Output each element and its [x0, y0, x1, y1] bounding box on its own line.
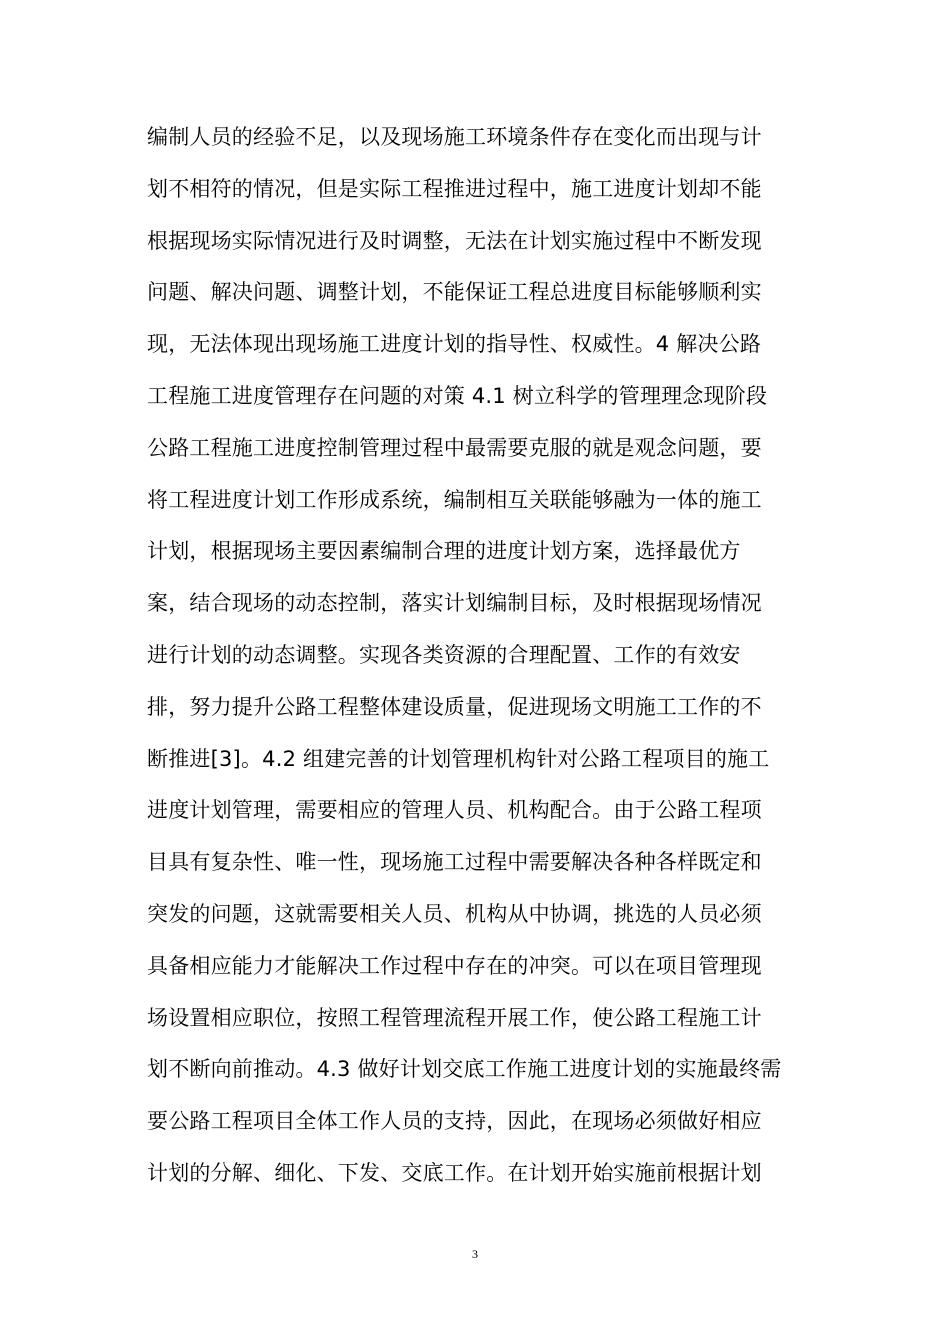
text-line: 计划的分解、细化、下发、交底工作。在计划开始实施前根据计划 — [147, 1160, 762, 1185]
text-line: 目具有复杂性、唯一性，现场施工过程中需要解决各种各样既定和 — [147, 850, 762, 875]
text-line: 排，努力提升公路工程整体建设质量，促进现场文明施工工作的不 — [147, 694, 762, 719]
text-line: 公路工程施工进度控制管理过程中最需要克服的就是观念问题，要 — [147, 435, 762, 460]
page-number: 3 — [472, 1247, 478, 1261]
text-line: 划不相符的情况，但是实际工程推进过程中，施工进度计划却不能 — [147, 176, 762, 201]
text-line: 进度计划管理，需要相应的管理人员、机构配合。由于公路工程项 — [147, 798, 762, 823]
text-line: 案，结合现场的动态控制，落实计划编制目标，及时根据现场情况 — [147, 591, 762, 616]
text-line: 计划，根据现场主要因素编制合理的进度计划方案，选择最优方 — [147, 539, 741, 564]
text-line: 问题、解决问题、调整计划，不能保证工程总进度目标能够顺利实 — [147, 280, 762, 305]
text-line: 将工程进度计划工作形成系统，编制相互关联能够融为一体的施工 — [147, 487, 762, 512]
text-line: 具备相应能力才能解决工作过程中存在的冲突。可以在项目管理现 — [147, 953, 762, 978]
text-line: 划不断向前推动。4.3 做好计划交底工作施工进度计划的实施最终需 — [147, 1057, 782, 1082]
text-line: 突发的问题，这就需要相关人员、机构从中协调，挑选的人员必须 — [147, 901, 762, 926]
text-line: 要公路工程项目全体工作人员的支持，因此，在现场必须做好相应 — [147, 1109, 762, 1134]
text-line: 现，无法体现出现场施工进度计划的指导性、权威性。4 解决公路 — [147, 332, 762, 357]
body-text — [147, 117, 807, 1205]
text-line: 根据现场实际情况进行及时调整，无法在计划实施过程中不断发现 — [147, 228, 762, 253]
text-line: 编制人员的经验不足，以及现场施工环境条件存在变化而出现与计 — [147, 125, 762, 149]
text-line: 断推进[3]。4.2 组建完善的计划管理机构针对公路工程项目的施工 — [147, 746, 770, 771]
text-line: 进行计划的动态调整。实现各类资源的合理配置、工作的有效安 — [147, 642, 741, 667]
text-line: 工程施工进度管理存在问题的对策 4.1 树立科学的管理理念现阶段 — [147, 383, 768, 408]
text-line: 场设置相应职位，按照工程管理流程开展工作，使公路工程施工计 — [147, 1005, 762, 1030]
